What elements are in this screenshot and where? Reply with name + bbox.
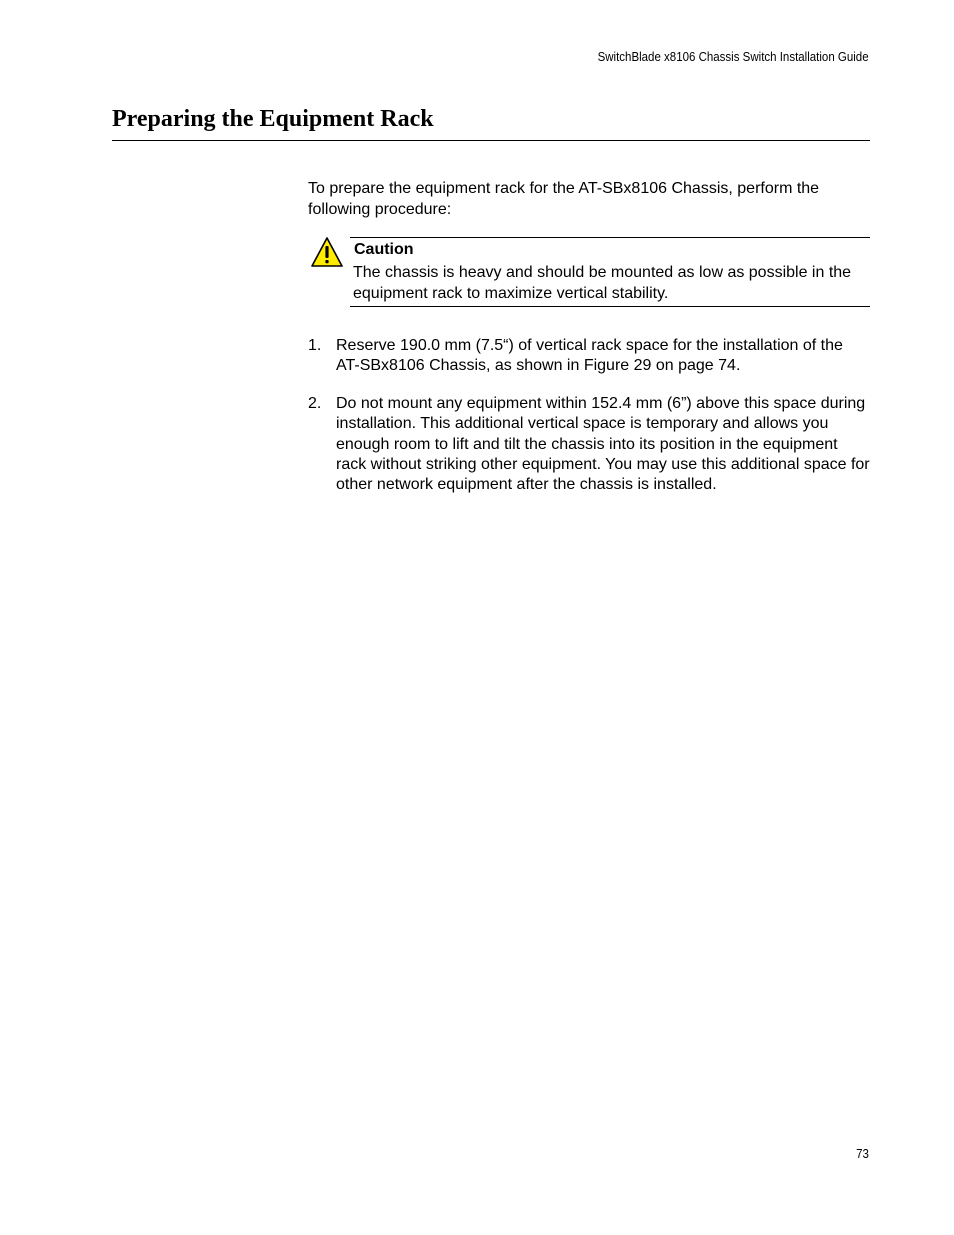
intro-paragraph: To prepare the equipment rack for the AT-SBx8106 Chassis, perform the following procedure: <box>308 180 820 218</box>
caution-text: The chassis is heavy and should be mounted as low as possible in the equipment rack to maximize vertical stability. <box>353 264 852 302</box>
section-title: Preparing the Equipment Rack <box>112 106 434 132</box>
step-number: 2. <box>308 395 322 412</box>
caution-top-divider <box>350 237 870 238</box>
procedure-step <box>308 336 870 377</box>
caution-label: Caution <box>354 241 414 258</box>
step-number: 1. <box>308 337 322 354</box>
running-header: SwitchBlade x8106 Chassis Switch Installation Guide <box>597 50 869 64</box>
title-divider <box>112 140 870 141</box>
procedure-step <box>308 394 870 495</box>
step-text: Reserve 190.0 mm (7.5“) of vertical rack space for the installation of the AT-SBx8106 Chassis, as shown in Figure 29 on page 74. <box>336 337 843 375</box>
page-number: 73 <box>856 1147 869 1161</box>
step-text: Do not mount any equipment within 152.4 mm (6”) above this space during installation. This additional vertical space is temporary and allows you enough room to lift and tilt the chassis into its position in the equipment rack without striking other equipment. You may use this additional space for other network equipment after the chassis is installed. <box>336 395 870 494</box>
caution-bottom-divider <box>350 306 870 307</box>
warning-triangle-icon <box>310 236 344 268</box>
